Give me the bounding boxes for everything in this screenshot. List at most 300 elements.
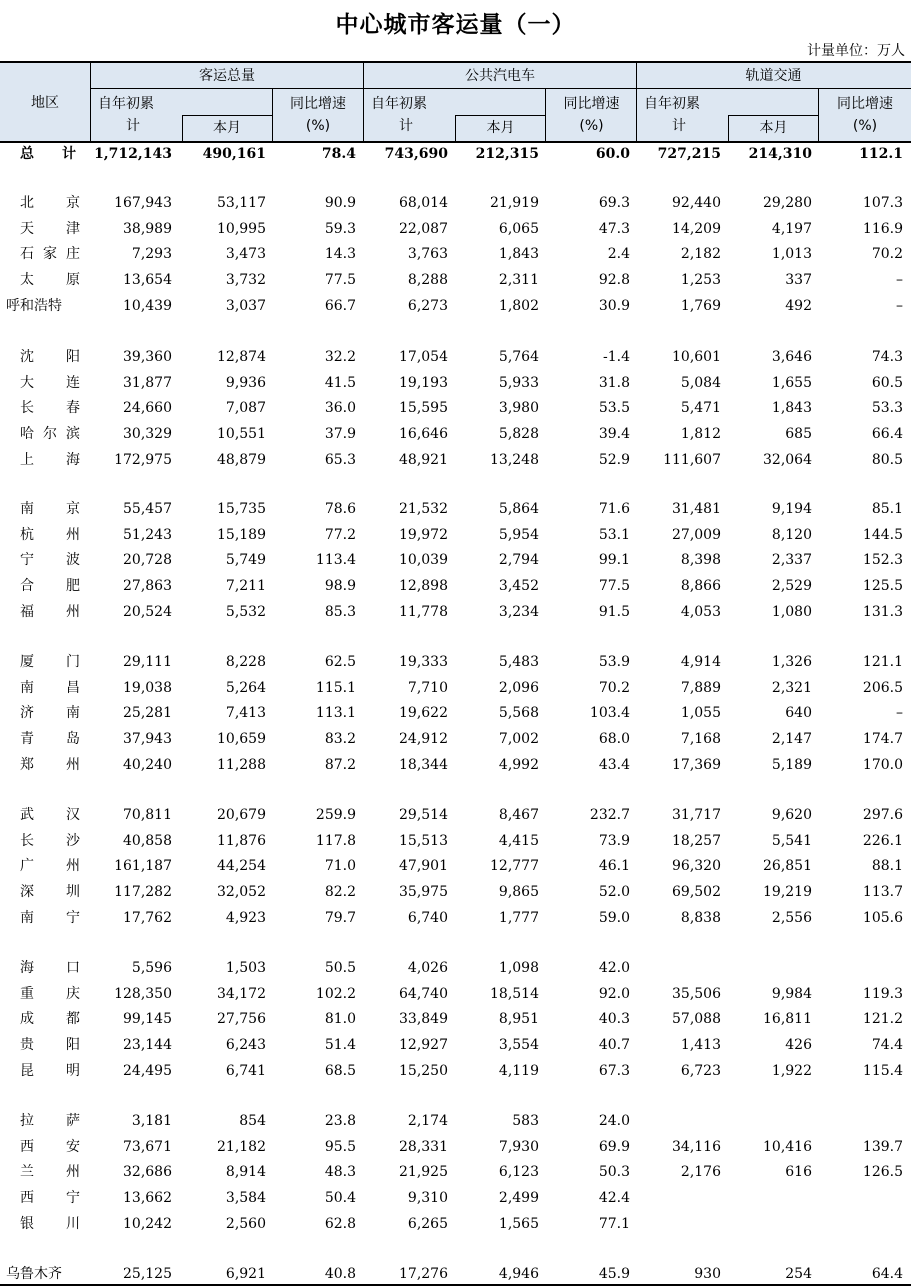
value-cell: 4,914 [680,654,721,670]
region-cell: 长 春 [20,400,80,416]
value-cell: 40.3 [598,1011,630,1027]
value-cell: 8,951 [498,1011,539,1027]
region-cell: 贵 阳 [20,1037,80,1053]
value-cell: 11,288 [217,757,266,773]
value-cell: 35,975 [399,884,448,900]
value-cell: 743,690 [384,146,448,162]
value-cell: 6,065 [498,221,539,237]
value-cell: 3,646 [771,349,812,365]
table-row [0,573,911,599]
header-divider [90,63,91,143]
table-row [0,216,911,242]
table-row [0,726,911,752]
value-cell: 20,679 [217,807,266,823]
value-cell: 90.9 [324,195,356,211]
region-cell: 拉 萨 [20,1113,80,1129]
region-cell: 上 海 [20,452,80,468]
table-row [0,1032,911,1058]
value-cell: 6,740 [407,910,448,926]
value-cell: 39.4 [598,426,630,442]
value-cell: 42.0 [598,960,630,976]
value-cell: 23,144 [123,1037,172,1053]
value-cell: 85.1 [871,501,903,517]
value-cell: 854 [239,1113,266,1129]
value-cell: 7,293 [131,246,172,262]
value-cell: 7,168 [680,731,721,747]
table-row [0,828,911,854]
value-cell: 60.5 [871,375,903,391]
value-cell: 28,331 [399,1139,448,1155]
value-cell: 25,281 [123,705,172,721]
value-cell: 77.5 [324,272,356,288]
value-cell: 119.3 [862,986,903,1002]
value-cell: 426 [785,1037,812,1053]
header-divider [363,63,364,143]
value-cell: 81.0 [324,1011,356,1027]
region-cell: 福 州 [20,604,80,620]
value-cell: 98.9 [324,578,356,594]
value-cell: 68.5 [324,1063,356,1079]
region-cell: 济 南 [20,705,80,721]
value-cell: 40.7 [598,1037,630,1053]
value-cell: 214,310 [748,146,812,162]
value-cell [819,1185,903,1211]
table-row [0,981,911,1007]
region-cell: 西 安 [20,1139,80,1155]
value-cell: 727,215 [657,146,721,162]
value-cell: 14.3 [324,246,356,262]
value-cell: 41.5 [324,375,356,391]
region-cell: 北 京 [20,195,80,211]
value-cell: 6,921 [225,1266,266,1282]
value-cell: 112.1 [859,146,903,162]
table-row [0,649,911,675]
value-cell: -1.4 [603,349,630,365]
value-cell [728,955,812,981]
value-cell: 161,187 [114,858,172,874]
table-row [0,905,911,931]
page-title: 中心城市客运量（一） [335,12,576,38]
value-cell: 71.6 [598,501,630,517]
value-cell: 4,053 [680,604,721,620]
value-cell: 45.9 [598,1266,630,1282]
value-cell: 2,794 [498,552,539,568]
value-cell: 96,320 [672,858,721,874]
value-cell: 53,117 [217,195,266,211]
value-cell: 3,584 [225,1190,266,1206]
value-cell: 126.5 [862,1164,903,1180]
value-cell [728,1185,812,1211]
header-divider [728,115,729,143]
value-cell: 24,495 [123,1063,172,1079]
value-cell: 31,877 [123,375,172,391]
value-cell: 2,560 [225,1216,266,1232]
value-cell: 121.2 [862,1011,903,1027]
value-cell: 2,147 [771,731,812,747]
value-cell: 24,660 [123,400,172,416]
value-cell: 65.3 [324,452,356,468]
table-row [0,447,911,473]
value-cell: 50.5 [324,960,356,976]
value-cell: 83.2 [324,731,356,747]
value-cell: 51.4 [324,1037,356,1053]
region-cell: 昆 明 [20,1063,80,1079]
value-cell: 116.9 [862,221,903,237]
value-cell: 64.4 [871,1266,903,1282]
value-cell: 48.3 [324,1164,356,1180]
value-cell: 1,777 [498,910,539,926]
value-cell: 7,930 [498,1139,539,1155]
value-cell: 2,499 [498,1190,539,1206]
value-cell: – [896,705,903,721]
value-cell: 1,802 [498,298,539,314]
table-row [0,547,911,573]
value-cell: 1,712,143 [94,146,172,162]
region-cell: 深 圳 [20,884,80,900]
value-cell: 88.1 [871,858,903,874]
value-cell: 10,601 [672,349,721,365]
header-yoy-2: 同比增速 (%) [563,96,620,134]
value-cell: 152.3 [862,552,903,568]
value-cell: 3,732 [225,272,266,288]
value-cell: 69.9 [598,1139,630,1155]
value-cell: 337 [785,272,812,288]
value-cell: 10,995 [217,221,266,237]
value-cell: 59.3 [324,221,356,237]
value-cell: 2.4 [607,246,630,262]
value-cell: 67.3 [598,1063,630,1079]
region-cell: 广 州 [20,858,80,874]
value-cell: 19,972 [399,527,448,543]
region-cell: 海 口 [20,960,80,976]
value-cell: 2,321 [771,680,812,696]
value-cell: 5,084 [680,375,721,391]
value-cell: 254 [785,1266,812,1282]
value-cell: 62.5 [324,654,356,670]
value-cell: 2,311 [498,272,539,288]
value-cell: 66.7 [324,298,356,314]
value-cell: 20,728 [123,552,172,568]
value-cell: 39,360 [123,349,172,365]
value-cell: 3,980 [498,400,539,416]
value-cell: 8,120 [771,527,812,543]
value-cell: 79.7 [324,910,356,926]
region-cell: 总 计 [20,146,76,162]
table-row [0,241,911,267]
value-cell [637,955,721,981]
table-row [0,267,911,293]
value-cell: 1,655 [771,375,812,391]
value-cell: 16,811 [763,1011,812,1027]
value-cell: 6,723 [680,1063,721,1079]
region-cell: 沈 阳 [20,349,80,365]
value-cell: 8,228 [225,654,266,670]
header-divider [636,63,637,143]
value-cell: 1,055 [680,705,721,721]
value-cell: 92.0 [598,986,630,1002]
value-cell: 82.2 [324,884,356,900]
value-cell: 51,243 [123,527,172,543]
value-cell: 70.2 [598,680,630,696]
value-cell: 10,416 [763,1139,812,1155]
value-cell: 26,851 [763,858,812,874]
value-cell: 17,276 [399,1266,448,1282]
value-cell: 53.9 [598,654,630,670]
value-cell: 7,211 [225,578,266,594]
value-cell: 2,182 [680,246,721,262]
value-cell: 34,116 [672,1139,721,1155]
value-cell: 31,717 [672,807,721,823]
value-cell: 5,541 [771,833,812,849]
value-cell: 32.2 [324,349,356,365]
value-cell: 99,145 [123,1011,172,1027]
value-cell: 11,778 [399,604,448,620]
value-cell: 1,503 [225,960,266,976]
value-cell: 48,879 [217,452,266,468]
header-divider [182,115,272,116]
value-cell: 52.0 [598,884,630,900]
value-cell [728,1108,812,1134]
value-cell: 7,002 [498,731,539,747]
region-cell: 天 津 [20,221,80,237]
value-cell: 6,265 [407,1216,448,1232]
value-cell: 29,514 [399,807,448,823]
value-cell: 6,273 [407,298,448,314]
value-cell: 32,052 [217,884,266,900]
value-cell: 32,064 [763,452,812,468]
value-cell: 10,439 [123,298,172,314]
value-cell: 3,452 [498,578,539,594]
value-cell: 17,762 [123,910,172,926]
value-cell: 85.3 [324,604,356,620]
value-cell: 297.6 [862,807,903,823]
value-cell: 12,898 [399,578,448,594]
value-cell: 5,933 [498,375,539,391]
unit-label: 计量单位：万人 [807,43,905,59]
value-cell: 8,467 [498,807,539,823]
value-cell: 80.5 [871,452,903,468]
value-cell: 1,080 [771,604,812,620]
value-cell: 640 [785,705,812,721]
value-cell: 8,398 [680,552,721,568]
value-cell: 115.4 [862,1063,903,1079]
value-cell: 66.4 [871,426,903,442]
value-cell: 73.9 [598,833,630,849]
value-cell: 490,161 [202,146,266,162]
value-cell: 5,954 [498,527,539,543]
value-cell: 23.8 [324,1113,356,1129]
value-cell: 47,901 [399,858,448,874]
value-cell: 4,415 [498,833,539,849]
value-cell: 10,039 [399,552,448,568]
region-cell: 重 庆 [20,986,80,1002]
table-row [0,752,911,778]
table-row [0,1185,911,1211]
value-cell: 57,088 [672,1011,721,1027]
value-cell: 10,659 [217,731,266,747]
value-cell: 1,253 [680,272,721,288]
value-cell: 12,777 [490,858,539,874]
table-row [0,700,911,726]
header-divider [455,115,546,116]
value-cell: 15,513 [399,833,448,849]
header-group-rail: 轨道交通 [745,68,802,84]
value-cell: 170.0 [862,757,903,773]
value-cell: 117.8 [315,833,356,849]
value-cell [728,1211,812,1237]
header-divider [182,115,183,143]
value-cell: 16,646 [399,426,448,442]
region-cell: 石家庄 [20,246,80,262]
value-cell: 30,329 [123,426,172,442]
region-cell: 呼和浩特 [6,298,62,314]
value-cell: 74.3 [871,349,903,365]
value-cell: 2,556 [771,910,812,926]
value-cell: 35,506 [672,986,721,1002]
value-cell: 13,662 [123,1190,172,1206]
value-cell: 87.2 [324,757,356,773]
value-cell: 3,037 [225,298,266,314]
value-cell: 2,096 [498,680,539,696]
region-cell: 南 京 [20,501,80,517]
region-cell: 成 都 [20,1011,80,1027]
value-cell: 115.1 [315,680,356,696]
value-cell: 4,946 [498,1266,539,1282]
header-group-total: 客运总量 [199,68,255,84]
value-cell: 17,369 [672,757,721,773]
header-divider [272,88,273,143]
table-row [0,1211,911,1237]
value-cell [637,1185,721,1211]
value-cell: 1,843 [498,246,539,262]
value-cell: 68,014 [399,195,448,211]
header-divider [545,88,546,143]
value-cell: 18,514 [490,986,539,1002]
header-cumulative-3: 自年初累 计 [644,96,700,134]
value-cell: 5,749 [225,552,266,568]
value-cell: 1,413 [680,1037,721,1053]
table-header [0,61,911,143]
value-cell: 44,254 [217,858,266,874]
value-cell: 53.3 [871,400,903,416]
region-cell: 南 宁 [20,910,80,926]
value-cell: 40,858 [123,833,172,849]
value-cell: 131.3 [862,604,903,620]
value-cell: 69,502 [672,884,721,900]
value-cell: 19,622 [399,705,448,721]
table-row [0,879,911,905]
table-row [0,1006,911,1032]
value-cell: 92,440 [672,195,721,211]
value-cell: 73,671 [123,1139,172,1155]
value-cell: 91.5 [598,604,630,620]
value-cell: 29,111 [123,654,172,670]
header-cumulative-2: 自年初累 计 [371,96,427,134]
value-cell: 5,264 [225,680,266,696]
value-cell: 9,620 [771,807,812,823]
value-cell: 6,741 [225,1063,266,1079]
value-cell: 53.1 [598,527,630,543]
value-cell: 62.8 [324,1216,356,1232]
region-cell: 银 川 [20,1216,80,1232]
value-cell: 232.7 [589,807,630,823]
value-cell: 8,866 [680,578,721,594]
region-cell: 太 原 [20,272,80,288]
value-cell: 5,483 [498,654,539,670]
value-cell: 1,843 [771,400,812,416]
value-cell: 21,532 [399,501,448,517]
value-cell: 68.0 [598,731,630,747]
region-cell: 长 沙 [20,833,80,849]
value-cell: 1,326 [771,654,812,670]
table-row [0,190,911,216]
value-cell: 113.4 [315,552,356,568]
value-cell: 8,838 [680,910,721,926]
table-row [0,599,911,625]
value-cell: 9,194 [771,501,812,517]
value-cell: 70,811 [123,807,172,823]
value-cell: 99.1 [598,552,630,568]
header-divider [728,115,819,116]
value-cell: 71.0 [324,858,356,874]
value-cell: 19,333 [399,654,448,670]
value-cell: 27,009 [672,527,721,543]
value-cell [637,1211,721,1237]
value-cell: 5,764 [498,349,539,365]
header-group-bus: 公共汽电车 [465,68,535,84]
value-cell: 21,919 [490,195,539,211]
value-cell: 77.1 [598,1216,630,1232]
value-cell: 60.0 [595,146,630,162]
header-month-3: 本月 [759,120,788,136]
value-cell: 27,756 [217,1011,266,1027]
value-cell: 19,219 [763,884,812,900]
value-cell: 78.6 [324,501,356,517]
value-cell: 5,189 [771,757,812,773]
value-cell: 59.0 [598,910,630,926]
table-row [0,955,911,981]
value-cell: 167,943 [114,195,172,211]
value-cell: 12,874 [217,349,266,365]
value-cell: 103.4 [589,705,630,721]
table-row [0,522,911,548]
value-cell: 9,984 [771,986,812,1002]
value-cell: – [896,298,903,314]
value-cell: 15,735 [217,501,266,517]
value-cell: 10,551 [217,426,266,442]
value-cell: 29,280 [763,195,812,211]
value-cell: 139.7 [862,1139,903,1155]
value-cell: 4,119 [498,1063,539,1079]
region-cell: 郑 州 [20,757,80,773]
value-cell: 7,413 [225,705,266,721]
value-cell: 33,849 [399,1011,448,1027]
value-cell: 616 [785,1164,812,1180]
value-cell: 174.7 [862,731,903,747]
value-cell: 69.3 [598,195,630,211]
value-cell: 19,193 [399,375,448,391]
table-bottom-rule [0,1284,911,1286]
value-cell: 40.8 [324,1266,356,1282]
value-cell: 1,098 [498,960,539,976]
value-cell: 4,026 [407,960,448,976]
value-cell: 15,250 [399,1063,448,1079]
value-cell: 7,087 [225,400,266,416]
value-cell: 21,925 [399,1164,448,1180]
value-cell: 113.7 [862,884,903,900]
region-cell: 大 连 [20,375,80,391]
value-cell: 14,209 [672,221,721,237]
